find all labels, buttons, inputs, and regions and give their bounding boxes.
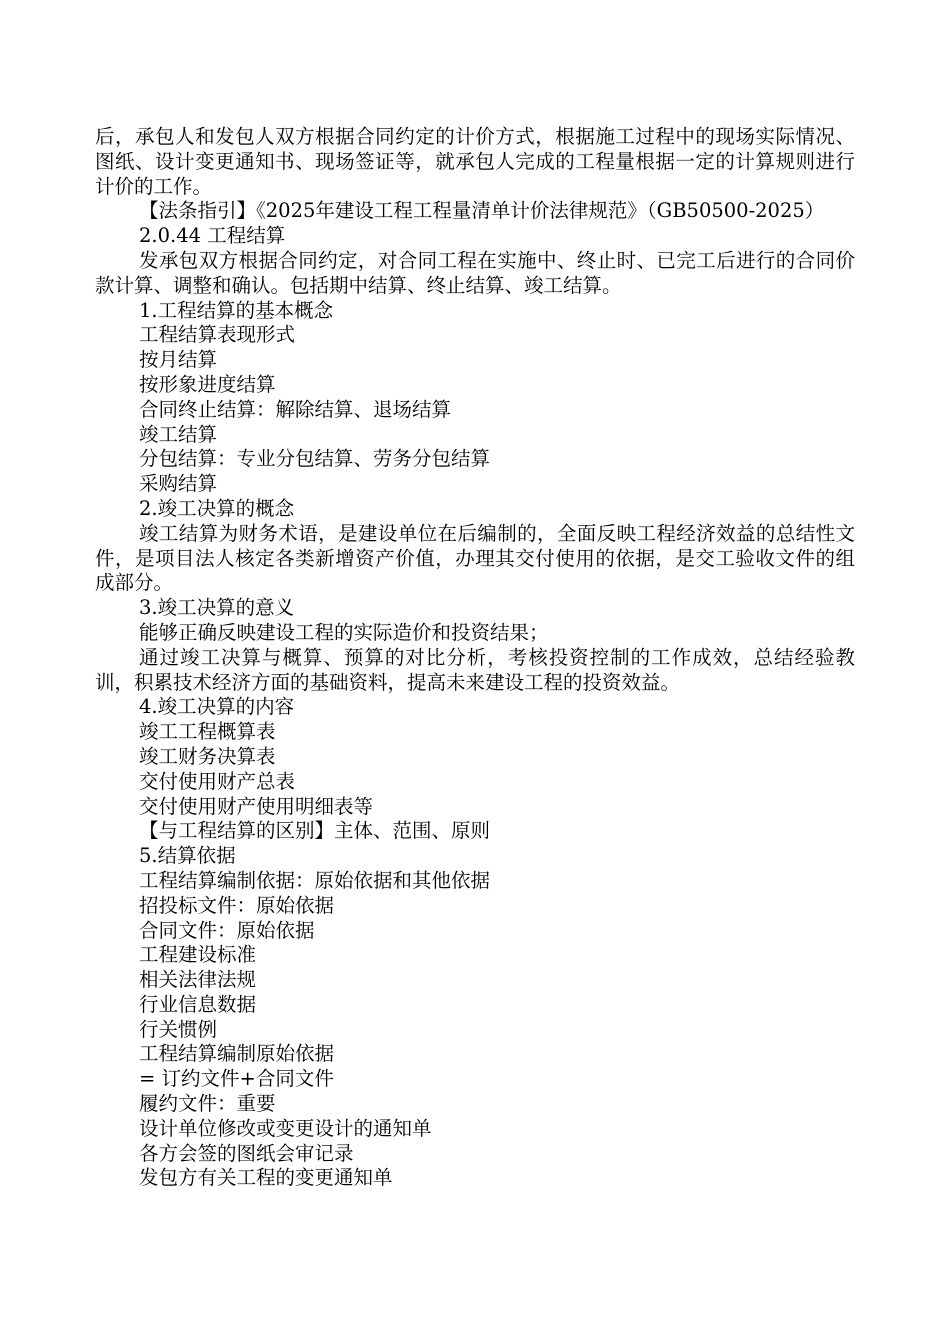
paragraph: 工程结算表现形式 — [139, 323, 296, 347]
paragraph: 竣工结算 — [139, 422, 218, 446]
paragraph: 相关法律法规 — [139, 968, 257, 992]
paragraph: 3.竣工决算的意义 — [139, 596, 295, 620]
paragraph: 4.竣工决算的内容 — [139, 695, 295, 719]
paragraph: 工程建设标准 — [139, 943, 257, 967]
paragraph: 交付使用财产总表 — [139, 769, 296, 793]
paragraph: 行业信息数据 — [139, 992, 257, 1016]
paragraph: 工程结算编制依据：原始依据和其他依据 — [139, 868, 491, 892]
paragraph: 2.竣工决算的概念 — [139, 496, 295, 520]
paragraph: 能够正确反映建设工程的实际造价和投资结果； — [139, 620, 549, 644]
paragraph: 竣工结算为财务术语，是建设单位在后编制的，全面反映工程经济效益的总结性文件，是项目法人核定各类新增资产价值，办理其交付使用的依据，是交工验收文件的组成部分。 — [95, 521, 855, 595]
paragraph: 履约文件：重要 — [139, 1092, 276, 1116]
document-page — [95, 125, 855, 1191]
paragraph: 【与工程结算的区别】主体、范围、原则 — [139, 819, 491, 843]
paragraph: 2.0.44 工程结算 — [139, 224, 286, 248]
paragraph: 发包方有关工程的变更通知单 — [139, 1166, 393, 1190]
paragraph: 工程结算编制原始依据 — [139, 1042, 335, 1066]
paragraph: 采购结算 — [139, 472, 218, 496]
paragraph: 按形象进度结算 — [139, 372, 276, 396]
paragraph: 分包结算：专业分包结算、劳务分包结算 — [139, 447, 491, 471]
paragraph: 交付使用财产使用明细表等 — [139, 794, 374, 818]
paragraph: 后，承包人和发包人双方根据合同约定的计价方式，根据施工过程中的现场实际情况、图纸、设计变更通知书、现场签证等，就承包人完成的工程量根据一定的计算规则进行计价的工作。 — [95, 125, 855, 198]
paragraph: 【法条指引】《2025年建设工程工程量清单计价法律规范》（GB50500-2025） — [139, 199, 825, 223]
paragraph: 竣工财务决算表 — [139, 744, 276, 768]
paragraph: 合同文件：原始依据 — [139, 918, 315, 942]
paragraph: 各方会签的图纸会审记录 — [139, 1141, 354, 1165]
paragraph: 设计单位修改或变更设计的通知单 — [139, 1116, 432, 1140]
paragraph: 竣工工程概算表 — [139, 720, 276, 744]
paragraph: 合同终止结算：解除结算、退场结算 — [139, 397, 452, 421]
paragraph: 发承包双方根据合同约定，对合同工程在实施中、终止时、已完工后进行的合同价款计算、调整和确认。包括期中结算、终止结算、竣工结算。 — [95, 248, 855, 297]
paragraph: = 订约文件+合同文件 — [139, 1067, 334, 1091]
document-body — [95, 125, 855, 1191]
paragraph: 通过竣工决算与概算、预算的对比分析，考核投资控制的工作成效，总结经验教训，积累技术经济方面的基础资料，提高未来建设工程的投资效益。 — [95, 645, 855, 694]
paragraph: 按月结算 — [139, 348, 218, 372]
paragraph: 1.工程结算的基本概念 — [139, 298, 334, 322]
paragraph: 行关惯例 — [139, 1017, 218, 1041]
paragraph: 招投标文件：原始依据 — [139, 893, 335, 917]
paragraph: 5.结算依据 — [139, 844, 236, 868]
